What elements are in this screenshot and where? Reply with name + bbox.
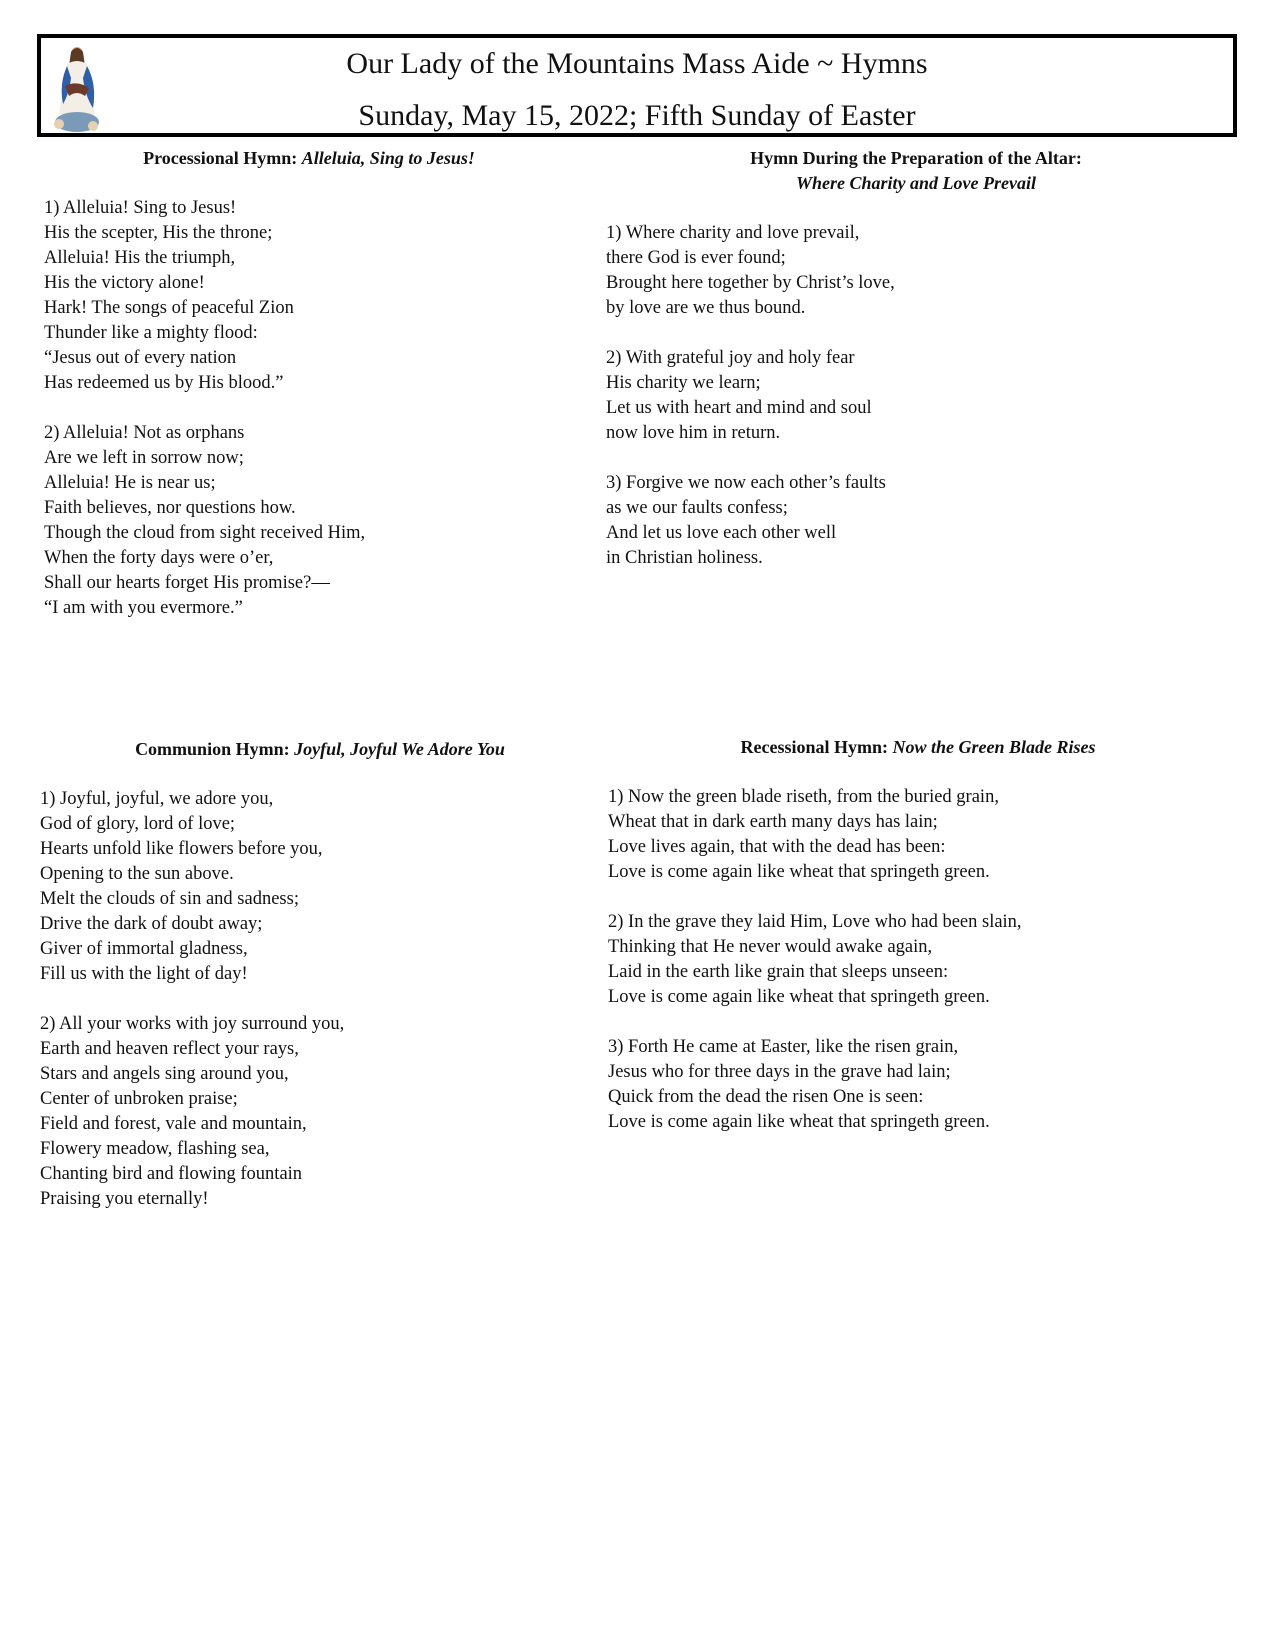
preparation-hymn-label: Hymn During the Preparation of the Altar: [750, 148, 1082, 168]
communion-hymn-name: Joyful, Joyful We Adore You [294, 739, 505, 759]
verse-line: “Jesus out of every nation [44, 348, 237, 368]
processional-hymn-label: Processional Hymn: [143, 148, 302, 168]
communion-verses [40, 787, 580, 1212]
processional-verse-1 [44, 196, 564, 396]
communion-hymn-title [40, 737, 600, 762]
verse-line: Alleluia! He is near us; [44, 473, 216, 493]
verse-line: 1) Alleluia! Sing to Jesus! [44, 198, 237, 218]
verse-line: Has redeemed us by His blood.” [44, 373, 284, 393]
communion-verse-1 [40, 787, 580, 987]
page-title: Our Lady of the Mountains Mass Aide ~ Hymns [346, 47, 928, 80]
verse-line: His the scepter, His the throne; [44, 223, 273, 243]
verse-line: 1) Now the green blade riseth, from the buried grain, [608, 787, 999, 807]
verse-line: Love is come again like wheat that springeth green. [608, 1112, 990, 1132]
verse-line: When the forty days were o’er, [44, 548, 274, 568]
communion-hymn-label: Communion Hymn: [135, 739, 295, 759]
verse-line: Though the cloud from sight received Him, [44, 523, 366, 543]
recessional-verses [608, 785, 1228, 1135]
verse-line: 2) Alleluia! Not as orphans [44, 423, 245, 443]
verse-line: Fill us with the light of day! [40, 964, 248, 984]
verse-line: Flowery meadow, flashing sea, [40, 1139, 270, 1159]
verse-line: Hark! The songs of peaceful Zion [44, 298, 294, 318]
verse-line: Drive the dark of doubt away; [40, 914, 263, 934]
preparation-hymn-title [606, 146, 1226, 196]
verse-line: “I am with you evermore.” [44, 598, 243, 618]
verse-line: Brought here together by Christ’s love, [606, 273, 895, 293]
verse-line: 1) Joyful, joyful, we adore you, [40, 789, 274, 809]
processional-hymn-title [44, 146, 574, 171]
preparation-verse-3 [606, 471, 1206, 571]
verse-line: 3) Forgive we now each other’s faults [606, 473, 886, 493]
processional-verse-2 [44, 421, 564, 621]
verse-line: Love is come again like wheat that springeth green. [608, 987, 990, 1007]
verse-line: Faith believes, nor questions how. [44, 498, 296, 518]
verse-line: Hearts unfold like flowers before you, [40, 839, 323, 859]
verse-line: now love him in return. [606, 423, 781, 443]
verse-line: Earth and heaven reflect your rays, [40, 1039, 299, 1059]
verse-line: Praising you eternally! [40, 1189, 209, 1209]
verse-line: Thunder like a mighty flood: [44, 323, 258, 343]
verse-line: Opening to the sun above. [40, 864, 234, 884]
verse-line: 2) In the grave they laid Him, Love who had been slain, [608, 912, 1022, 932]
verse-line: Melt the clouds of sin and sadness; [40, 889, 299, 909]
verse-line: as we our faults confess; [606, 498, 788, 518]
verse-line: 3) Forth He came at Easter, like the risen grain, [608, 1037, 959, 1057]
verse-line: Let us with heart and mind and soul [606, 398, 872, 418]
communion-hymn-section [40, 737, 580, 1212]
verse-line: Chanting bird and flowing fountain [40, 1164, 303, 1184]
verse-line: Love lives again, that with the dead has been: [608, 837, 946, 857]
verse-line: Jesus who for three days in the grave had lain; [608, 1062, 951, 1082]
recessional-verse-3 [608, 1035, 1228, 1135]
verse-line: 2) With grateful joy and holy fear [606, 348, 855, 368]
verse-line: Are we left in sorrow now; [44, 448, 244, 468]
verse-line: Stars and angels sing around you, [40, 1064, 289, 1084]
verse-line: Giver of immortal gladness, [40, 939, 248, 959]
recessional-verse-1 [608, 785, 1228, 885]
verse-line: His the victory alone! [44, 273, 205, 293]
verse-line: And let us love each other well [606, 523, 837, 543]
verse-line: Shall our hearts forget His promise?— [44, 573, 330, 593]
recessional-hymn-title [608, 735, 1228, 760]
verse-line: Laid in the earth like grain that sleeps unseen: [608, 962, 949, 982]
verse-line: Alleluia! His the triumph, [44, 248, 236, 268]
recessional-hymn-label: Recessional Hymn: [740, 737, 893, 757]
verse-line: His charity we learn; [606, 373, 761, 393]
processional-hymn-section [44, 146, 564, 621]
communion-verse-2 [40, 1012, 580, 1212]
preparation-verses [606, 221, 1206, 571]
recessional-hymn-section [608, 735, 1228, 1135]
preparation-hymn-section [606, 146, 1206, 571]
verse-line: Thinking that He never would awake again, [608, 937, 933, 957]
verse-line: 2) All your works with joy surround you, [40, 1014, 345, 1034]
verse-line: by love are we thus bound. [606, 298, 806, 318]
verse-line: in Christian holiness. [606, 548, 763, 568]
verse-line: there God is ever found; [606, 248, 786, 268]
preparation-hymn-name: Where Charity and Love Prevail [796, 173, 1036, 193]
verse-line: Field and forest, vale and mountain, [40, 1114, 307, 1134]
verse-line: Quick from the dead the risen One is seen: [608, 1087, 924, 1107]
verse-line: 1) Where charity and love prevail, [606, 223, 860, 243]
page-date: Sunday, May 15, 2022; Fifth Sunday of Easter [358, 99, 916, 132]
recessional-verse-2 [608, 910, 1228, 1010]
verse-line: God of glory, lord of love; [40, 814, 236, 834]
preparation-verse-2 [606, 346, 1206, 446]
processional-verses [44, 196, 564, 621]
preparation-verse-1 [606, 221, 1206, 321]
processional-hymn-name: Alleluia, Sing to Jesus! [301, 148, 475, 168]
header-box [37, 34, 1237, 137]
verse-line: Wheat that in dark earth many days has lain; [608, 812, 938, 832]
recessional-hymn-name: Now the Green Blade Rises [892, 737, 1096, 757]
verse-line: Love is come again like wheat that springeth green. [608, 862, 990, 882]
verse-line: Center of unbroken praise; [40, 1089, 238, 1109]
